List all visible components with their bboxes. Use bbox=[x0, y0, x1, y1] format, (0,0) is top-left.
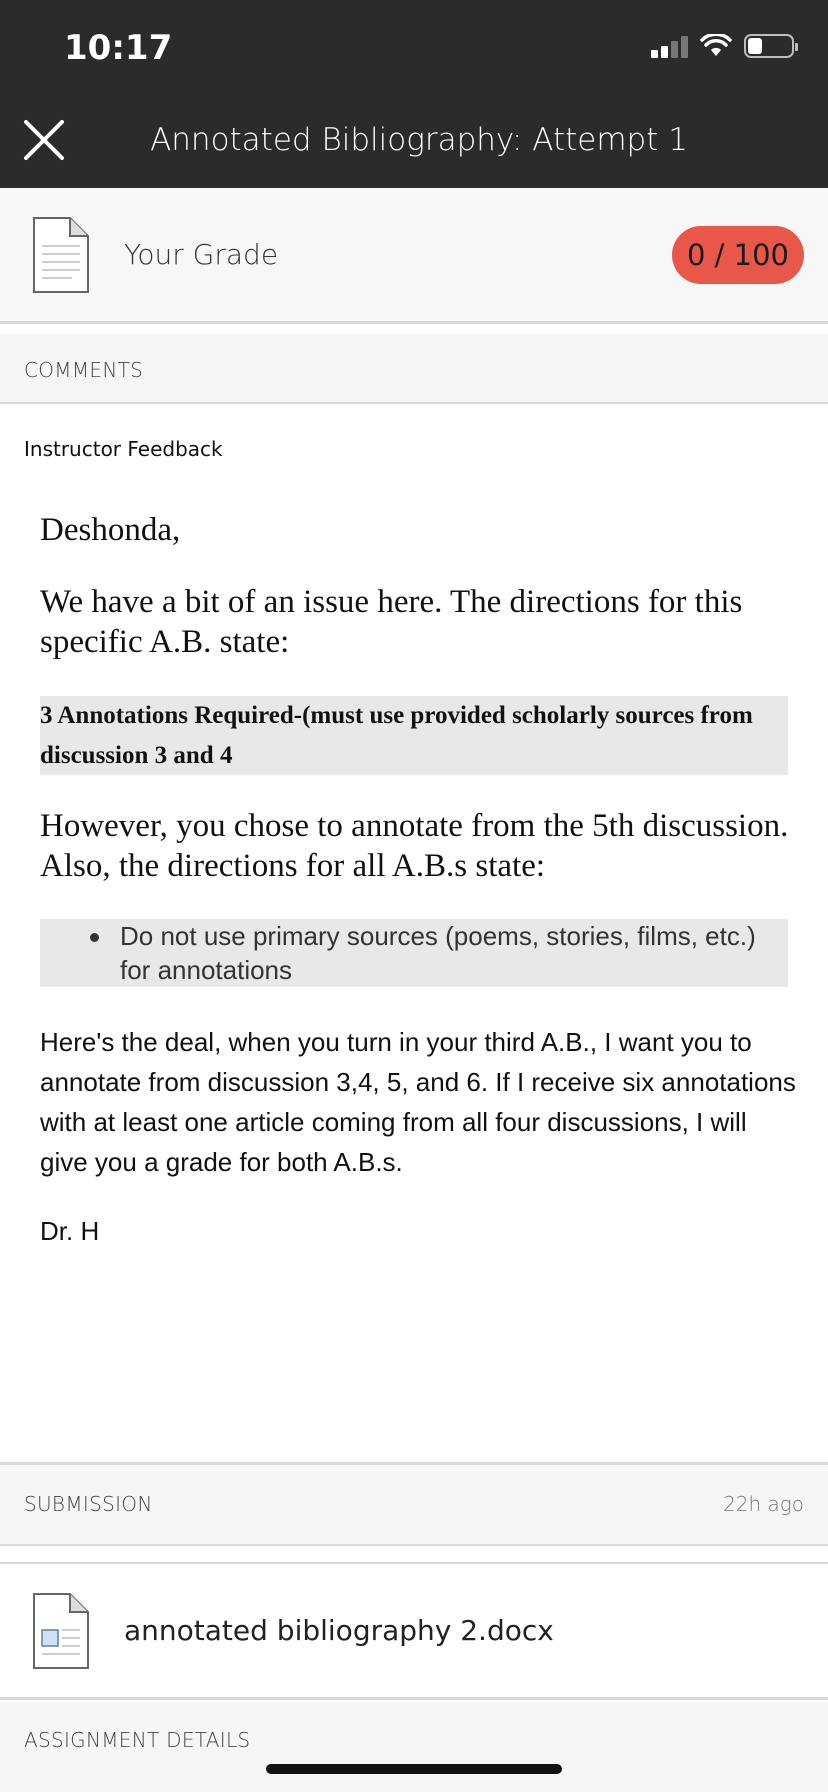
submission-section-header bbox=[0, 1462, 828, 1546]
word-document-icon bbox=[32, 1592, 90, 1670]
page-title: Annotated Bibliography: Attempt 1 bbox=[150, 122, 688, 158]
quoted-direction-list bbox=[40, 919, 788, 987]
quoted-direction: 3 Annotations Required-(must use provided scholarly sources from discussion 3 and 4 bbox=[40, 696, 788, 775]
submission-file-name: annotated bibliography 2.docx bbox=[124, 1614, 554, 1647]
assignment-details-label: ASSIGNMENT DETAILS bbox=[24, 1728, 251, 1752]
feedback-signature: Dr. H bbox=[40, 1216, 100, 1246]
status-time: 10:17 bbox=[64, 28, 173, 68]
submission-file[interactable] bbox=[0, 1562, 828, 1700]
feedback-greeting: Deshonda, bbox=[40, 512, 181, 548]
submission-time: 22h ago bbox=[723, 1492, 804, 1516]
assignment-details-section-header[interactable] bbox=[0, 1702, 828, 1792]
comments-label: COMMENTS bbox=[24, 358, 144, 382]
status-icons bbox=[651, 34, 794, 58]
instructor-feedback-label: Instructor Feedback bbox=[24, 437, 223, 461]
top-bar bbox=[0, 0, 828, 188]
cellular-signal-icon bbox=[651, 34, 688, 58]
submission-label: SUBMISSION bbox=[24, 1492, 153, 1516]
comments-section-header bbox=[0, 334, 828, 404]
home-indicator[interactable] bbox=[266, 1764, 562, 1774]
document-icon bbox=[32, 216, 90, 294]
grade-label: Your Grade bbox=[124, 238, 279, 271]
feedback-paragraph: However, you chose to annotate from the 5th discussion. Also, the directions for all A.B.s state: bbox=[40, 808, 789, 884]
grade-score-badge[interactable]: 0 / 100 bbox=[672, 226, 804, 284]
wifi-icon bbox=[700, 34, 732, 58]
quoted-direction-item: Do not use primary sources (poems, stories, films, etc.) for annotations bbox=[40, 919, 788, 987]
battery-icon bbox=[744, 34, 794, 58]
feedback-paragraph: We have a bit of an issue here. The directions for this specific A.B. state: bbox=[40, 584, 743, 660]
grade-row bbox=[0, 188, 828, 324]
feedback-paragraph: Here's the deal, when you turn in your third A.B., I want you to annotate from discussion 3,4, 5, and 6. If I receive six annotations with at least one article coming from all four discussions, I will give you a grade for both A.B.s. bbox=[40, 1027, 796, 1177]
